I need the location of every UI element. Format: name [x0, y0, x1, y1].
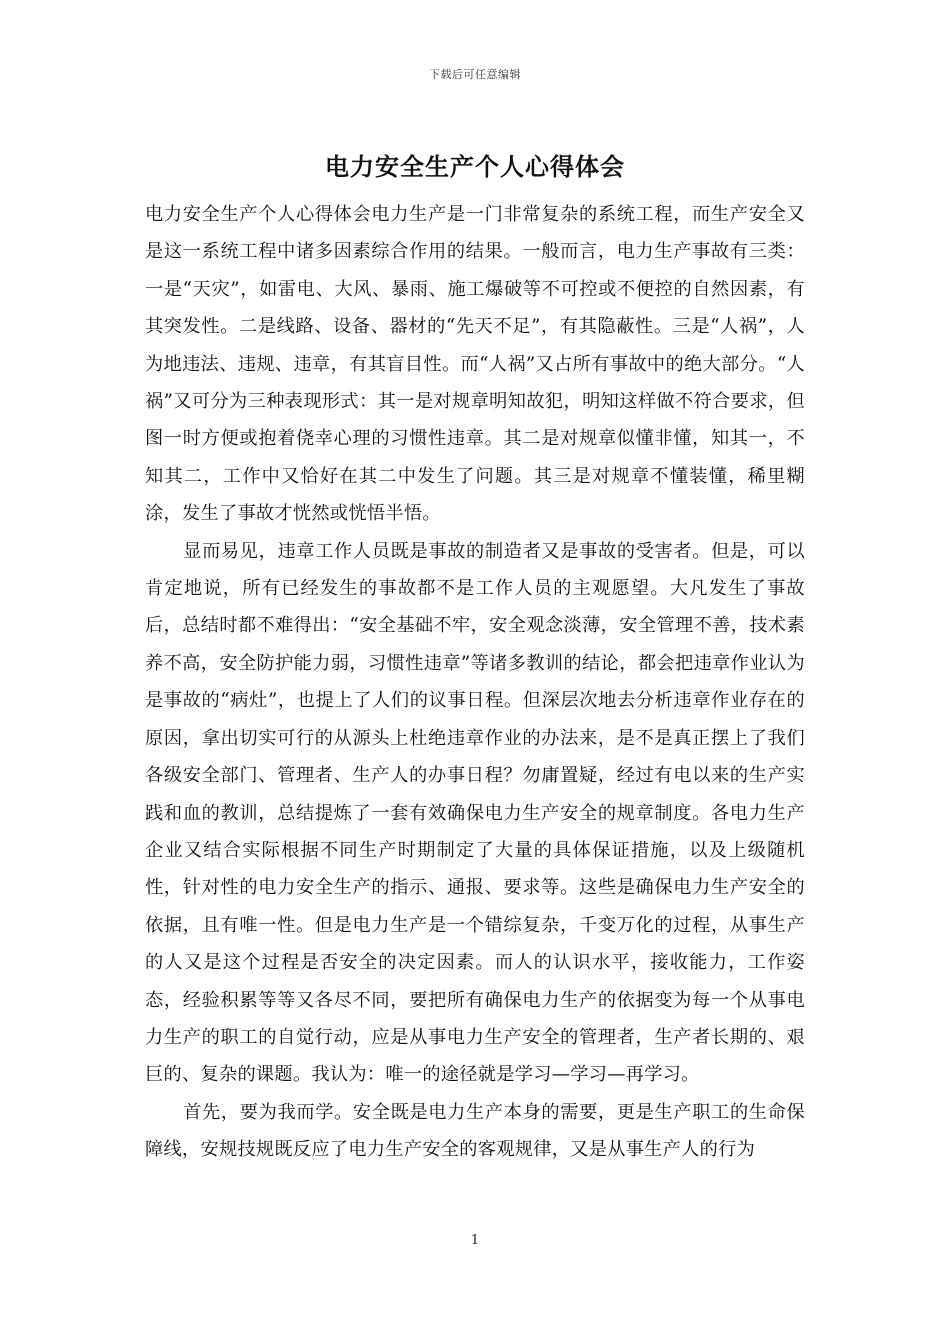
document-body: [145, 196, 805, 1169]
paragraph-2: 显而易见，违章工作人员既是事故的制造者又是事故的受害者。但是，可以肯定地说，所有已经发生的事故都不是工作人员的主观愿望。大凡发生了事故后，总结时都不难得出：“安全基础不牢，安全观念淡薄，安全管理不善，技术素养不高，安全防护能力弱，习惯性违章”等诸多教训的结论，都会把违章作业认为是事故的“病灶”，也提上了人们的议事日程。但深层次地去分析违章作业存在的原因，拿出切实可行的从源头上杜绝违章作业的办法来，是不是真正摆上了我们各级安全部门、管理者、生产人的办事日程？勿庸置疑，经过有电以来的生产实践和血的教训，总结提炼了一套有效确保电力生产安全的规章制度。各电力生产企业又结合实际根据不同生产时期制定了大量的具体保证措施，以及上级随机性，针对性的电力安全生产的指示、通报、要求等。这些是确保电力生产安全的依据，且有唯一性。但是电力生产是一个错综复杂，千变万化的过程，从事生产的人又是这个过程是否安全的决定因素。而人的认识水平，接收能力，工作姿态，经验积累等等又各尽不同，要把所有确保电力生产的依据变为每一个从事电力生产的职工的自觉行动，应是从事电力生产安全的管理者，生产者长期的、艰巨的、复杂的课题。我认为：唯一的途径就是学习—学习—再学习。: [145, 540, 805, 1086]
page-number: 1: [470, 1233, 480, 1248]
paragraph-1: 电力安全生产个人心得体会电力生产是一门非常复杂的系统工程，而生产安全又是这一系统工程中诸多因素综合作用的结果。一般而言，电力生产事故有三类：一是“天灾”，如雷电、大风、暴雨、施工爆破等不可控或不便控的自然因素，有其突发性。二是线路、设备、器材的“先天不足”，有其隐蔽性。三是“人祸”，人为地违法、违规、违章，有其盲目性。而“人祸”又占所有事故中的绝大部分。“人祸”又可分为三种表现形式：其一是对规章明知故犯，明知这样做不符合要求，但图一时方便或抱着侥幸心理的习惯性违章。其二是对规章似懂非懂，知其一，不知其二，工作中又恰好在其二中发生了问题。其三是对规章不懂装懂，稀里糊涂，发生了事故才恍然或恍悟半悟。: [145, 204, 805, 525]
document-title: 电力安全生产个人心得体会: [325, 152, 625, 181]
paragraph-3: 首先，要为我而学。安全既是电力生产本身的需要，更是生产职工的生命保障线，安规技规既反应了电力生产安全的客观规律，又是从事生产人的行为: [145, 1101, 805, 1161]
header-note: 下载后可任意编辑: [429, 68, 521, 81]
